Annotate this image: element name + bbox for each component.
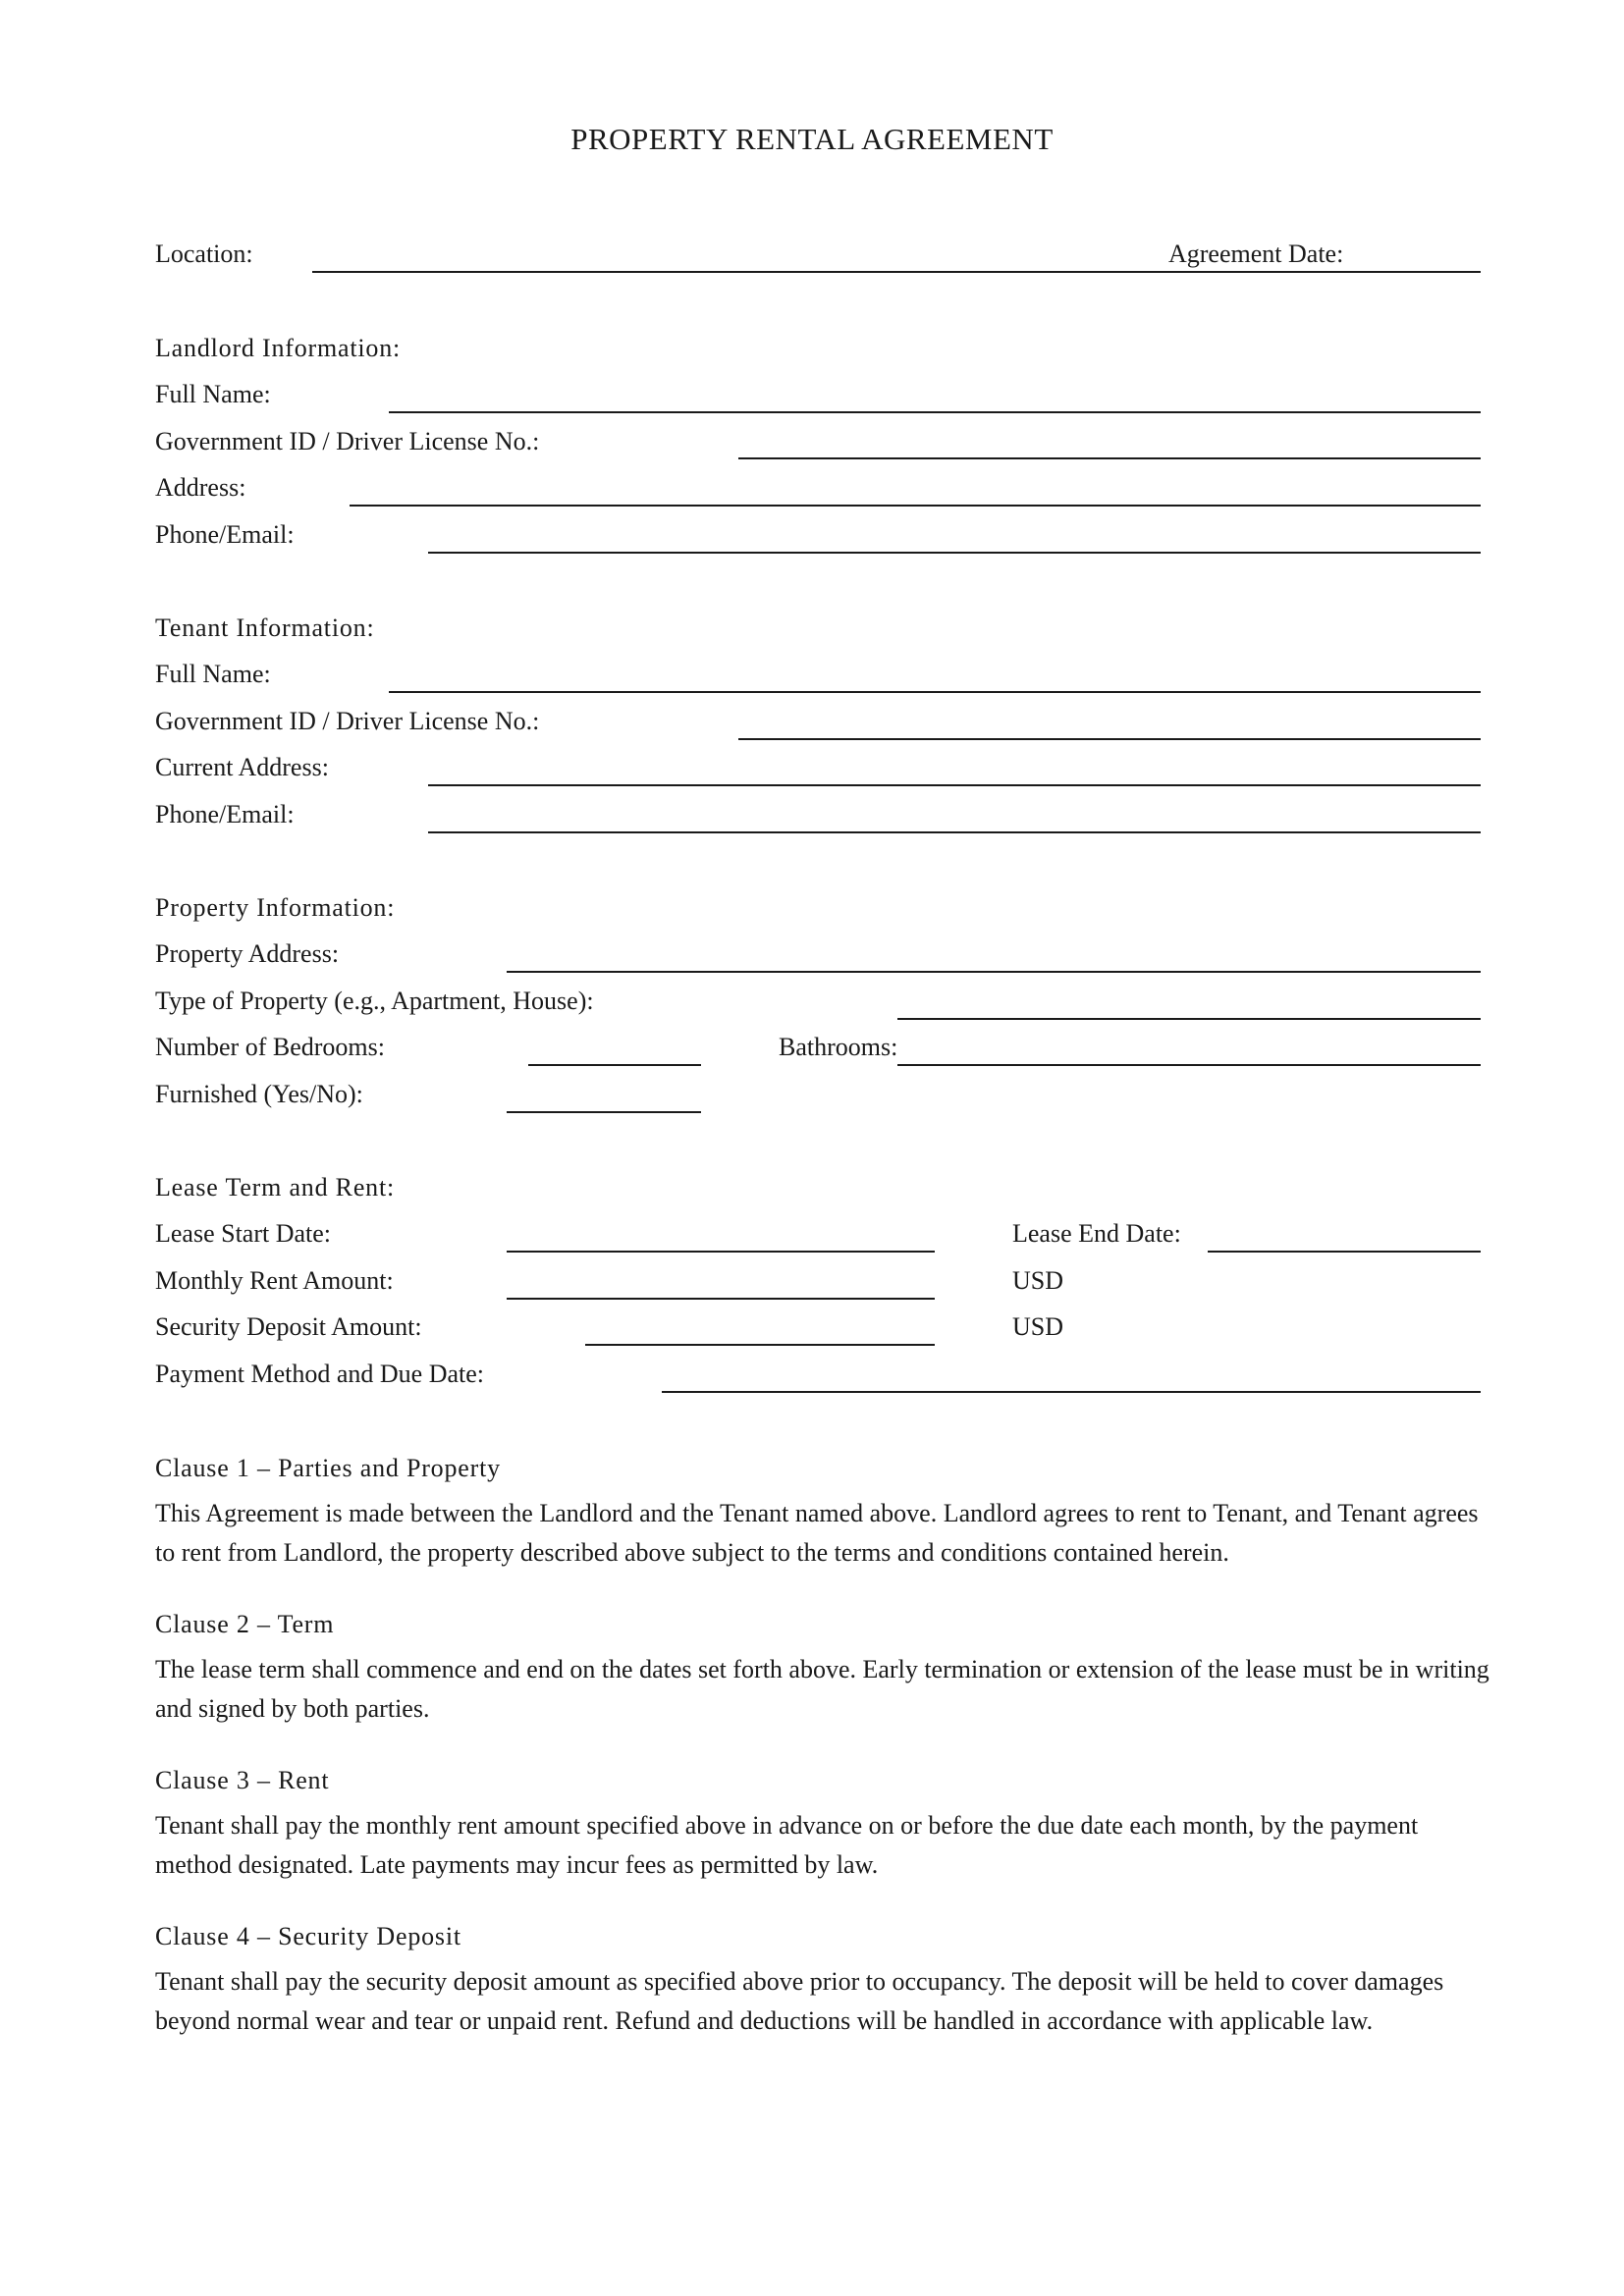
landlord-full-name-field[interactable] [389, 411, 1481, 413]
tenant-full-name-label: Full Name: [155, 660, 271, 688]
lease-heading: Lease Term and Rent: [155, 1173, 396, 1201]
lease-start-date-label: Lease Start Date: [155, 1219, 332, 1248]
bedrooms-field[interactable] [528, 1064, 701, 1066]
monthly-rent-field[interactable] [507, 1298, 935, 1300]
property-address-label: Property Address: [155, 939, 340, 968]
tenant-full-name-field[interactable] [389, 691, 1481, 693]
bathrooms-label: Bathrooms: [779, 1033, 898, 1061]
property-type-label: Type of Property (e.g., Apartment, House): [155, 987, 594, 1015]
clause-4-heading: Clause 4 – Security Deposit [155, 1922, 461, 1950]
landlord-heading: Landlord Information: [155, 334, 402, 362]
deposit-currency: USD [1012, 1312, 1064, 1341]
security-deposit-label: Security Deposit Amount: [155, 1312, 422, 1341]
clause-2-text: The lease term shall commence and end on the dates set forth above. Early termination or extension of the lease must be in writing and signed by both parties. [155, 1655, 1489, 1723]
bathrooms-field[interactable] [897, 1064, 1481, 1066]
monthly-rent-label: Monthly Rent Amount: [155, 1266, 394, 1295]
tenant-gov-id-label: Government ID / Driver License No.: [155, 707, 540, 735]
tenant-phone-email-label: Phone/Email: [155, 800, 295, 828]
landlord-full-name-label: Full Name: [155, 380, 271, 408]
lease-end-date-label: Lease End Date: [1012, 1219, 1181, 1248]
clause-1-text: This Agreement is made between the Landlord and the Tenant named above. Landlord agrees to rent to Tenant, and Tenant agrees to rent from Landlord, the property described above subject to the terms and conditions contained herein. [155, 1499, 1479, 1567]
furnished-label: Furnished (Yes/No): [155, 1080, 363, 1108]
property-address-field[interactable] [507, 971, 1481, 973]
clause-3-heading: Clause 3 – Rent [155, 1766, 330, 1794]
agreement-date-label: Agreement Date: [1168, 240, 1349, 269]
lease-start-date-field[interactable] [507, 1251, 935, 1253]
property-type-field[interactable] [897, 1018, 1481, 1020]
landlord-gov-id-label: Government ID / Driver License No.: [155, 427, 540, 455]
tenant-heading: Tenant Information: [155, 614, 375, 642]
bedrooms-label: Number of Bedrooms: [155, 1033, 385, 1061]
clause-3-text: Tenant shall pay the monthly rent amount specified above in advance on or before the due date each month, by the payment method designated. Late payments may incur fees as permitted by law. [155, 1811, 1419, 1879]
tenant-gov-id-field[interactable] [738, 738, 1481, 740]
location-label: Location: [155, 240, 253, 268]
landlord-gov-id-field[interactable] [738, 457, 1481, 459]
clause-2-heading: Clause 2 – Term [155, 1610, 335, 1638]
tenant-phone-email-field[interactable] [428, 831, 1481, 833]
furnished-field[interactable] [507, 1111, 701, 1113]
rent-currency: USD [1012, 1266, 1064, 1295]
security-deposit-field[interactable] [585, 1344, 935, 1346]
clause-1-heading: Clause 1 – Parties and Property [155, 1454, 501, 1482]
payment-method-label: Payment Method and Due Date: [155, 1360, 485, 1388]
clause-4-text: Tenant shall pay the security deposit amount as specified above prior to occupancy. The deposit will be held to cover damages beyond normal wear and tear or unpaid rent. Refund and deductions will be handled in accordance with applicable law. [155, 1967, 1444, 2035]
tenant-current-address-field[interactable] [428, 784, 1481, 786]
landlord-phone-email-field[interactable] [428, 552, 1481, 554]
payment-method-field[interactable] [662, 1391, 1481, 1393]
location-field[interactable] [312, 271, 1481, 273]
landlord-address-field[interactable] [350, 505, 1481, 507]
landlord-phone-email-label: Phone/Email: [155, 520, 295, 549]
property-heading: Property Information: [155, 893, 396, 922]
document-title: PROPERTY RENTAL AGREEMENT [570, 122, 1054, 156]
tenant-current-address-label: Current Address: [155, 753, 329, 781]
landlord-address-label: Address: [155, 473, 246, 502]
lease-end-date-field[interactable] [1208, 1251, 1481, 1253]
